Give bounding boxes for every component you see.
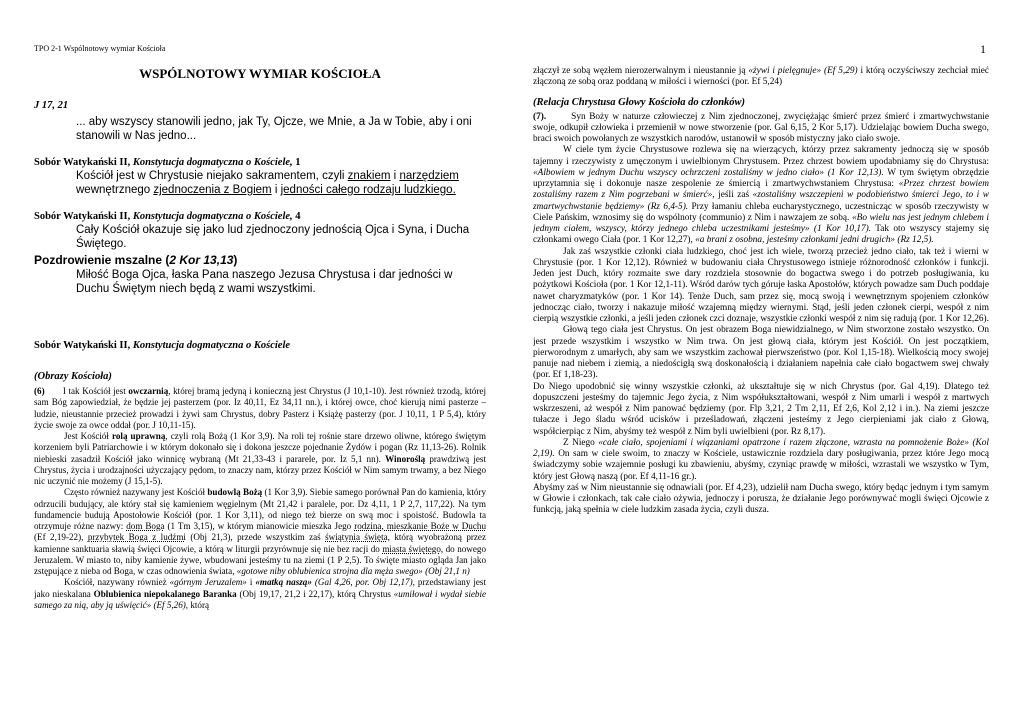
source-line: Sobór Watykański II, Konstytucja dogmatyczna o Kościele, 4 [34,211,301,222]
paragraph: Abyśmy zaś w Nim nieustannie się odnawiali (por. Ef 4,23), udzielił nam Ducha swego, który będąc jednym i tym samym w Głowie i członkach, tak całe ciało ożywia, jednoczy i porusza, że działanie Jego porównywać mogli święci Ojcowie z funkcją, jaką spełnia w ciele ludzkim zasada życia, czyli dusza. [533,482,989,516]
paragraph: W ciele tym życie Chrystusowe rozlewa się na wierzących, którzy przez sakramenty jednoczą się w sposób tajemny i rzeczywisty z umęczonym i uwielbionym Chrystusem. Przez chrzest bowiem upodabniamy się do Chrystusa: «Albowiem w jednym Duchu wszyscy ochrzczeni zostaliśmy w jedno ciało» (1 Kor 12,13). W tym świętym obrzędzie uprzytamnia się i dokonuje nasze zespolenie ze śmiercią i zmartwychwstaniem Chrystusa: «Przez chrzest bowiem zostaliśmy razem z Nim pogrzebani w śmierć», jeśli zaś «zostaliśmy wszczepieni w podobieństwo śmierci Jego, to i w zmartwychwstanie będziemy» (Rz 6,4-5). Przy łamaniu chleba eucharystycznego, uczestnicząc w sposób rzeczywisty w Ciele Pańskim, wznosimy się do wspólnoty (communio) z Nim i nawzajem ze sobą. «Bo wielu nas jest jednym chlebem i jednym ciałem, wszyscy, którzy jednego chleba uczestnikami jesteśmy» (1 Kor 10,17). Tak oto wszyscy stajemy się członkami owego Ciała (por. 1 Kor 12,27), «a brani z osobna, jesteśmy członkami jedni drugich» (Rz 12,5). [533,145,989,246]
source-line: Sobór Watykański II, Konstytucja dogmatyczna o Kościele [34,340,291,351]
paragraph: (7). Syn Boży w naturze człowieczej z Nim zjednoczonej, zwyciężając śmierć przez śmierć i zmartwychwstanie swoje, odkupił człowieka i przemienił w nowe stworzenie (por. Gal 6,15, 2 Kor 5,17). Udzielając bowiem Ducha swego, braci swoich powołanych ze wszystkich narodów, ustanowił w sposób mistyczny jako ciało swoje. [533,111,989,144]
left-column [34,62,486,718]
paragraph: Do Niego upodobnić się winny wszystkie członki, aż ukształtuje się w nich Chrystus (por. Gal 4,19). Dlatego też dopuszczeni jesteśmy do tajemnic Jego życia, z Nim współukształtowani, wespół z Nim umarli i wespół z martwych wskrzeszeni, aż wespół z Nim panować będziemy (por. Flp 3,21, 2 Tm 2,11, Ef 2,6, Kol 2,12 i in.). Na ziemi jeszcze tułacze i Jego śladu wśród ucisków i prześladowań, złączeni jesteśmy z Jego cierpieniami jak ciało z Głową, współcierpiąc z Nim, abyśmy też wespół z Nim byli uwielbieni (por. Rz 8,17). [533,381,989,437]
right-column [533,62,989,718]
greeting-quote: Miłość Boga Ojca, łaska Pana naszego Jezusa Chrystusa i dar jedności w Duchu Świętym niech będą z wami wszystkimi. [76,269,453,295]
greeting-heading: Pozdrowienie mszalne (2 Kor 13,13) [34,253,238,267]
paragraph: Jest Kościół rolą uprawną, czyli rolą Bożą (1 Kor 3,9). Na roli tej rośnie stare drzewo oliwne, którego świętym korzeniem byli Patriarchowie i w którym dokonało się i dokona jeszcze pojednanie Żydów i pogan (Rz 11,13-26). Rolnik niebieski zasadził Kościół jako winnicę wybraną (Mt 21,33-43 i pararele, por. Iz 5,1 nn). Winoroślą prawdziwą jest Chrystus, życia i urodzajności użyczający pędom, to znaczy nam, którzy przez Kościół w Nim samym trwamy, a bez Niego nic uczynić nie możemy (J 15,1-5). [34,431,486,486]
scripture-quote: ... aby wszyscy stanowili jedno, jak Ty, Ojcze, we Mnie, a Ja w Tobie, aby i oni stanowili w Nas jedno... [76,116,472,142]
document-title: WSPÓLNOTOWY WYMIAR KOŚCIOŁA [139,66,381,81]
running-header: TPO 2-1 Wspólnotowy wymiar Kościoła [34,44,166,53]
paragraph: Jak zaś wszystkie członki ciała ludzkiego, choć jest ich wiele, tworzą przecież jedno ciało, tak też i wierni w Chrystusie (por. 1 Kor 12,12). Również w budowaniu ciała Chrystusowego istnieje różnorodność członków i funkcji. Jeden jest Duch, który rozmaite swe dary rozdziela stosownie do bogactwa swego i do potrzeb posługiwania, ku pożytkowi Kościoła (por. 1 Kor 12,1-11). Wśród darów tych góruje łaska Apostołów, których powadze sam Duch poddaje nawet charyzmatyków (por. 1 Kor 14). Tenże Duch, sam przez się, mocą swoją i wewnętrznym spojeniem członków jednocząc ciało, tworzy i nakazuje miłość wzajemną między wiernymi. Stąd, jeśli jeden członek cierpi, wespół z nim cierpią wszystkie członki, a jeśli jeden członek czci doznaje, wszystkie członki wespół z nim się radują (por. 1 Kor 12,26). [533,246,989,324]
section-subheading: (Obrazy Kościoła) [34,371,112,382]
page-number: 1 [980,42,986,56]
paragraph: Kościół, nazywany również «górnym Jeruzalem» i «matką naszą» (Gal 4,26, por. Obj 12,17), przedstawiany jest jako nieskalana Oblubienica niepokalanego Baranka (Obj 19,17, 21,2 i 22,17), którą Chrystus «umiłował i wydał siebie samego za nią, aby ją uświęcić» (Ef 5,26), którą [34,577,486,610]
paragraph: Głową tego ciała jest Chrystus. On jest obrazem Boga niewidzialnego, w Nim stworzone zostało wszystko. On jest przede wszystkim i wszystko w Nim trwa. On jest głową ciała, którym jest Kościół. On jest początkiem, pierworodnym z umarłych, aby sam we wszystkim zachował pierwszeństwo (por. Kol 1,15-18). Wielkością mocy swojej panuje nad niebem i ziemią, a niedościgłą swą doskonałością i działaniem napełnia całe ciało bogactwem swej chwały (por. Ef 1,18-23). [533,325,989,381]
paragraph: Często również nazywany jest Kościół budowlą Bożą (1 Kor 3,9). Siebie samego porównał Pan do kamienia, który odrzucili budujący, ale który stał się kamieniem węgielnym (Mt 21,42 i paralele, por. Dz 4,11, 1 P 2,7, 117,22). Na tym fundamencie budują Apostołowie Kościół (por. 1 Kor 3,11), od niego też bierze on swą moc i spoistość. Budowla ta otrzymuje różne nazwy: dom Boga (1 Tm 3,15), w którym mianowicie mieszka Jego rodzina, mieszkanie Boże w Duchu (Ef 2,19-22), przybytek Boga z ludźmi (Obj 21,3), przede wszystkim zaś świątynia święta, którą wyobrażoną przez kamienne sanktuaria sławią święci Ojcowie, a którą w liturgii przyrównuje się nie bez racji do miasta świętego, do nowego Jeruzalem. W miasto to, niby kamienie żywe, wbudowani jesteśmy tu na ziemi (1 P 2,5). To święte miasto ogląda Jan jako zstępujące z nieba od Boga, w czas odnowienia świata, «gotowe niby oblubienica strojna dla męża swego» (Obj 21,1 n) [34,487,486,576]
council-quote: Cały Kościół okazuje się jako lud zjednoczony jednością Ojca i Syna, i Ducha Świętego. [76,224,470,250]
council-quote: Kościół jest w Chrystusie niejako sakramentem, czyli znakiem i narzędziem wewnętrznego zjednoczenia z Bogiem i jedności całego rodzaju ludzkiego. [76,170,459,196]
paragraph: złączył ze sobą węzłem nierozerwalnym i nieustannie ją «żywi i pielęgnuje» (Ef 5,29) i którą oczyściwszy zechciał mieć złączoną ze sobą oraz poddaną w miłości i wierności (por. Ef 5,24) [533,66,989,88]
paragraph: (6) I tak Kościół jest owczarnią, której bramą jedyną i konieczną jest Chrystus (J 10,1-10). Jest również trzodą, której sam Bóg zapowiedział, że będzie jej pasterzem (por. Iz 40,11, Ez 34,11 nn.), i której owce, choć kierują nimi pasterze – ludzie, nieustannie przecież prowadzi i żywi sam Chrystus, dobry Pasterz i Książę pasterzy (por. J 10,11, 1 P 5,4), który życie swoje za owce oddał (por. J 10,11-15). [34,386,486,430]
source-line: Sobór Watykański II, Konstytucja dogmatyczna o Kościele, 1 [34,157,301,168]
paragraph: Z Niego «całe ciało, spojeniami i wiązaniami opatrzone i razem złączone, wzrasta na pomnożenie Boże» (Kol 2,19). On sam w ciele swoim, to znaczy w Kościele, ustawicznie rozdziela dary posługiwania, przez które Jego mocą świadczymy sobie wzajemnie posługi ku zbawieniu, abyśmy, czyniąc prawdę w miłości, wzrastali we wszystko w Tym, który jest Głową naszą (por. Ef 4,11-16 gr.). [533,437,989,482]
section-subheading: (Relacja Chrystusa Głowy Kościoła do członków) [533,96,746,108]
scripture-reference: J 17, 21 [34,100,69,111]
